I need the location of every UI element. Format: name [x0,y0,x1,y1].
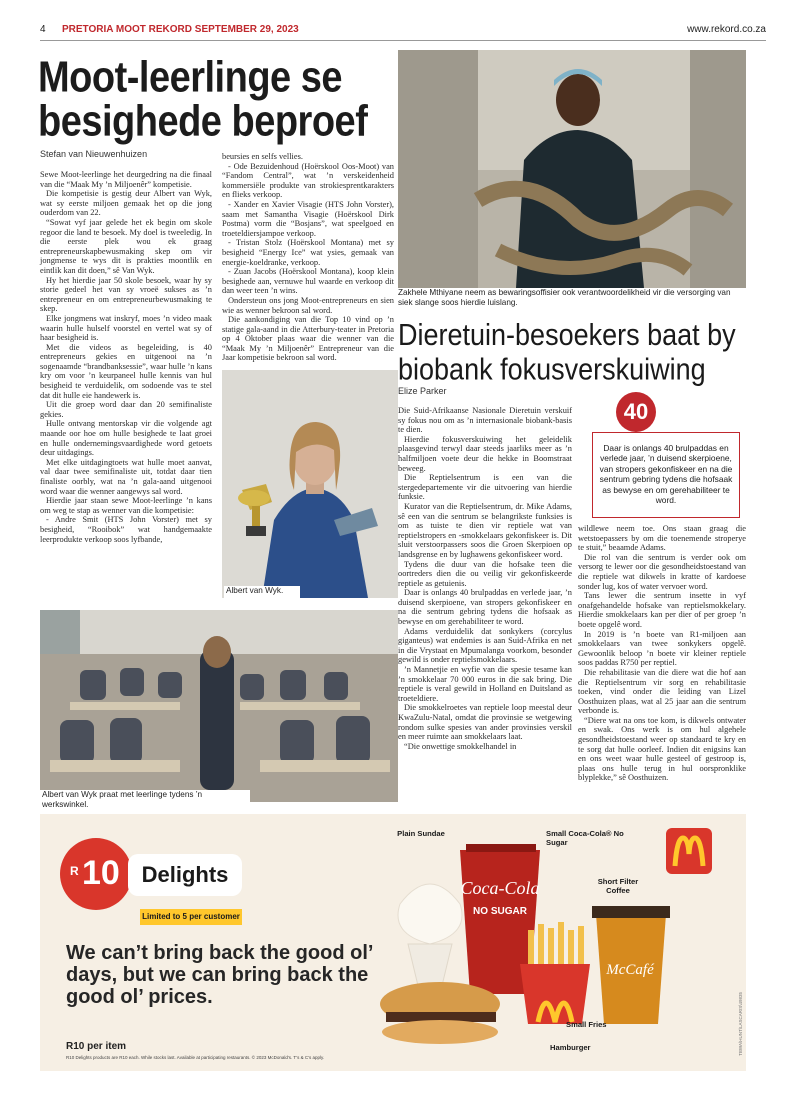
publication-label: PRETORIA MOOT REKORD SEPTEMBER 29, 2023 [62,24,299,35]
label-coke: Small Coca-Cola® No Sugar [546,829,624,847]
classroom-illustration [40,610,398,802]
paragraph: Sewe Moot-leerlinge het deurgedring na die finaal van die “Maak My ’n Miljoenêr” kompetisie. [40,170,212,189]
paragraph: “Die onwettige smokkelhandel in [404,741,517,751]
article1-column-1 [40,170,212,604]
article2-column-2 [578,524,746,802]
paragraph: ’n Mannetjie en wyfie van die spesie tesame kan ’n smokkelaar 70 000 euros in die sak bring. Die reptiele is veral gewild in Holland en Duitsland as troeteldiere. [398,665,572,703]
ad-slogan: We can’t bring back the good ol’ days, but we can bring back the good ol’ prices. [66,942,373,1008]
factbox-text: Daar is onlangs 40 brulpaddas en verlede jaar, ’n duisend skerpioene, van stropers gekonfiskeer en na die sentrum gebring tydens die hofsaak as bewyse en om gerehabiliteer te word. [599,443,733,506]
label-coffee: Short Filter Coffee [597,877,639,895]
paragraph: Die kompetisie is gestig deur Albert van Wyk, wat sy eerste miljoen gemaak het op die jong ouderdom van 22. [40,189,212,218]
albert-van-wyk-photo [222,370,398,598]
paragraph: Die aankondiging van die Top 10 vind op ’n statige gala-aand in die Atterbury-teater in Pretoria op 4 Oktober plaas waar die wenner van die “Maak My ’n Miljoenêr” Entrepreneur van die Jaar kompetisie bekroon sal word. [222,315,394,363]
caption-snake: Zakhele Mthiyane neem as bewaringsoffisier ook verantwoordelikheid vir die versorging van siek slange soos hierdie luislang. [398,288,746,310]
paragraph: Die rol van die sentrum is verder ook om versorg te lewer oor die gesondheidstoestand van die reptiele wat dikwels in kratte of kardoese sonder lug, kos of water vervoer word. [578,552,746,591]
caption-classroom: Albert van Wyk praat met leerlinge tydens ’n werkswinkel. [40,790,250,802]
portrait-illustration [222,370,398,598]
article2-column-1 [398,406,572,802]
paragraph: - Zuan Jacobs (Hoërskool Montana), koop klein besighede aan, vernuwe hul waarde en verkoop dit dan weer teen ’n wins. [222,267,394,296]
paragraph: Met elke uitdagingtoets wat hulle moet aanvat, val daar twee semifinaliste uit, totdat daar tien finaliste oorbly, wat na ’n gala-aand uitgenooi word waar die wenner aangewys sal word. [40,457,212,496]
article1-headline: Moot-leerlinge se besighede beproef [38,53,368,146]
factbox-number-badge: 40 [616,392,656,432]
paragraph: Die rehabilitasie van die diere wat die hof aan die Reptielsentrum vir sorg en rehabilitasie toeken, vind onder die leiding van Lizel Oosthuizen plaas, wat al 25 jaar aan die sentrum verbonde is. [578,667,746,716]
golden-arches-icon [666,828,712,874]
paragraph: - Ode Bezuidenhoud (Hoërskool Oos-Moot) van “Fandom Central”, wat ’n verskeidenheid kommersiële produkte van strokiesprentkarakters en flieks verkoop. [222,161,394,200]
ad-price: R10 per item [66,1041,127,1052]
paragraph: “Diere wat na ons toe kom, is dikwels ontwater en swak. Ons werk is om hul algehele gesondheidstoestand weer op standaard te kry en te sorg dat hulle oorleef. Indien dit enigsins kan en ons weet waar hulle gesteel of gestroop is, plaas ons hulle terug in hul oorspronklike blyplekke,” sê Oosthuizen. [578,715,746,783]
factbox [592,432,740,518]
paragraph: Ondersteun ons jong Moot-entrepreneurs en sien wie as wenner bekroon sal word. [222,295,394,315]
snake-illustration [398,50,746,288]
paragraph: wildlewe neem toe. Ons staan graag die wetstoepassers by om die toenemende stroperye te stuit,” beaamde Adams. [578,524,746,553]
paragraph: In 2019 is ’n boete van R1-miljoen aan smokkelaars van twee sonkykers opgelê. Gewoonlik beloop ’n boete vir kleiner reptiele soos paddas R750 per reptiel. [578,629,746,668]
paragraph: - Andre Smit (HTS John Vorster) met sy besigheid, “Rooibok” wat handgemaakte leerprodukte verkoop soos lyfbande, [40,515,212,544]
paragraph: Hierdie jaar staan sewe Moot-leerlinge ’n kans om weg te stap as wenner van die kompetisie: [40,496,212,515]
mcdonalds-logo [666,828,712,874]
paragraph: Hulle ontvang mentorskap vir die volgende agt maande oor hoe om hulle besighede te laat groei en hulle ondernemingsvaardighede word getoets deur uitdagings. [40,419,212,458]
paragraph: “Sowat vyf jaar gelede het ek begin om skole regoor die land te besoek. My doel is tweeledig. In die eerste plek wou ek graag entrepreneurskapbewusmaking skep om vir jongmense te wys dit is prakties moontlik en eintlik kan dit doen,” sê Van Wyk. [40,217,212,275]
limited-banner: Limited to 5 per customer [140,909,242,925]
paragraph: Daar is onlangs 40 brulpaddas en verlede jaar, ’n duisend skerpioene, van stropers gekonfiskeer en na die sentrum gebring tydens die hofsaak as bewyse en om gerehabiliteer te word. [398,588,572,627]
ad-vertical-code: TBWA\HUNT\LASCARIS\49835 [738,992,743,1056]
snake-handler-photo [398,50,746,288]
coke-brand-text: Coca-Cola [460,878,540,898]
paragraph: Tydens die duur van die hofsake teen die oortreders dien die ou veilig vir gekonfiskeerde reptiele as getuienis. [398,559,572,588]
mccafe-brand-text: McCafé [606,962,654,978]
paragraph: beursies en selfs vellies. [222,152,303,161]
paragraph: Tans lewer die sentrum insette in vyf onafgehandelde hofsake van reptielsmokkelary. Hierdie smokkelaars kan per dier of per groep ’n boete opgelê word. [578,591,746,629]
label-sundae: Plain Sundae [397,829,445,838]
paragraph: Met die videos as begeleiding, is 40 entrepreneurs gekies en uitgenooi na ’n sogenaamde “brandbanksessie”, waar hulle ’n kans kry om voor ’n keurpaneel hulle kennis van hul besigheid te verduidelik, om sodoende vas te stel dat dit hulle eie handewerk is. [40,342,212,400]
paragraph: Die Suid-Afrikaanse Nasionale Dieretuin verskuif sy fokus nou om as ’n internasionale biobank-basis te dien. [398,406,572,435]
article1-byline: Stefan van Nieuwenhuizen [40,149,148,159]
delights-label: Delights [128,854,242,896]
paragraph: Elke jongmens wat inskryf, moes ’n video maak waarin hulle hulself voorstel en vertel wat sy of haar besigheid is. [40,313,212,343]
r10-badge: R 10 [60,838,132,910]
paragraph: Uit die groep word daar dan 20 semifinaliste gekies. [40,400,212,419]
mcdonalds-advert[interactable] [40,814,746,1071]
label-hamburger: Hamburger [550,1043,591,1052]
paragraph: Hierdie fokusverskuiwing het geleidelik plaasgevind terwyl daar steeds jaarliks meer as ’n halfmiljoen voete deur die hekke in Boomstraat beweeg. [398,434,572,473]
article2-headline: Dieretuin-besoekers baat by biobank fokusverskuiwing [398,318,736,387]
article1-column-2 [222,152,394,363]
label-fries: Small Fries [566,1020,607,1029]
paragraph: - Tristan Stolz (Hoërskool Montana) met sy besigheid “Energy Ice” wat ysies, gemaak van energie-koeldranke, verkoop. [222,238,394,267]
paragraph: Adams verduidelik dat sonkykers (corcylus giganteus) wat endemies is aan Suid-Afrika en net in die Vrystaat en Mpumalanga voorkom, besonder gewild is onder reptielsmokkelaars. [398,626,572,665]
paragraph: Die smokkelroetes van reptiele loop meestal deur KwaZulu-Natal, omdat die provinsie se wetgewing rondom sulke spesies van ander provinsies verskil en meer ruimte aan smokkelaars laat. [398,703,572,742]
website-url[interactable]: www.rekord.co.za [687,24,766,35]
page-number: 4 [40,24,46,35]
coke-sub-text: NO SUGAR [473,906,527,917]
header-rule [40,40,766,41]
ad-fine-print: R10 Delights products are R10 each. While stocks last. Available at participating restaurants. © 2023 McDonald’s. T’s & C’s apply. [66,1055,325,1060]
article2-byline: Elize Parker [398,386,447,396]
paragraph: Hy het hierdie jaar 50 skole besoek, waar hy sy storie gedeel het van sy vroeë sukses as ’n entrepreneur en om entrepreneurbewusmaking te skep. [40,275,212,314]
paragraph: Kurator van die Reptielsentrum, dr. Mike Adams, sê een van die sentrum se belangrikste funksies is om as tuiste te dien vir reptiele wat van reptielstropers en -smokkelaars gekonfiskeer is. Dit sluit verstoorpassers soos die Groen Skerpioen op landsgrense en by lughawens gekonfiskeer word. [398,501,572,559]
classroom-photo [40,610,398,802]
paragraph: Die Reptielsentrum is een van die stergedepartemente vir die uitvoering van hierdie funksie. [398,473,572,502]
page-header [40,24,766,38]
caption-albert: Albert van Wyk. [224,586,300,598]
paragraph: - Xander en Xavier Visagie (HTS John Vorster), saam met Samantha Visagie (Hoërskool Dirk Postma) vorm die “Bosjans”, wat speelgoed en troeteldiersjampoe verkoop. [222,199,394,238]
